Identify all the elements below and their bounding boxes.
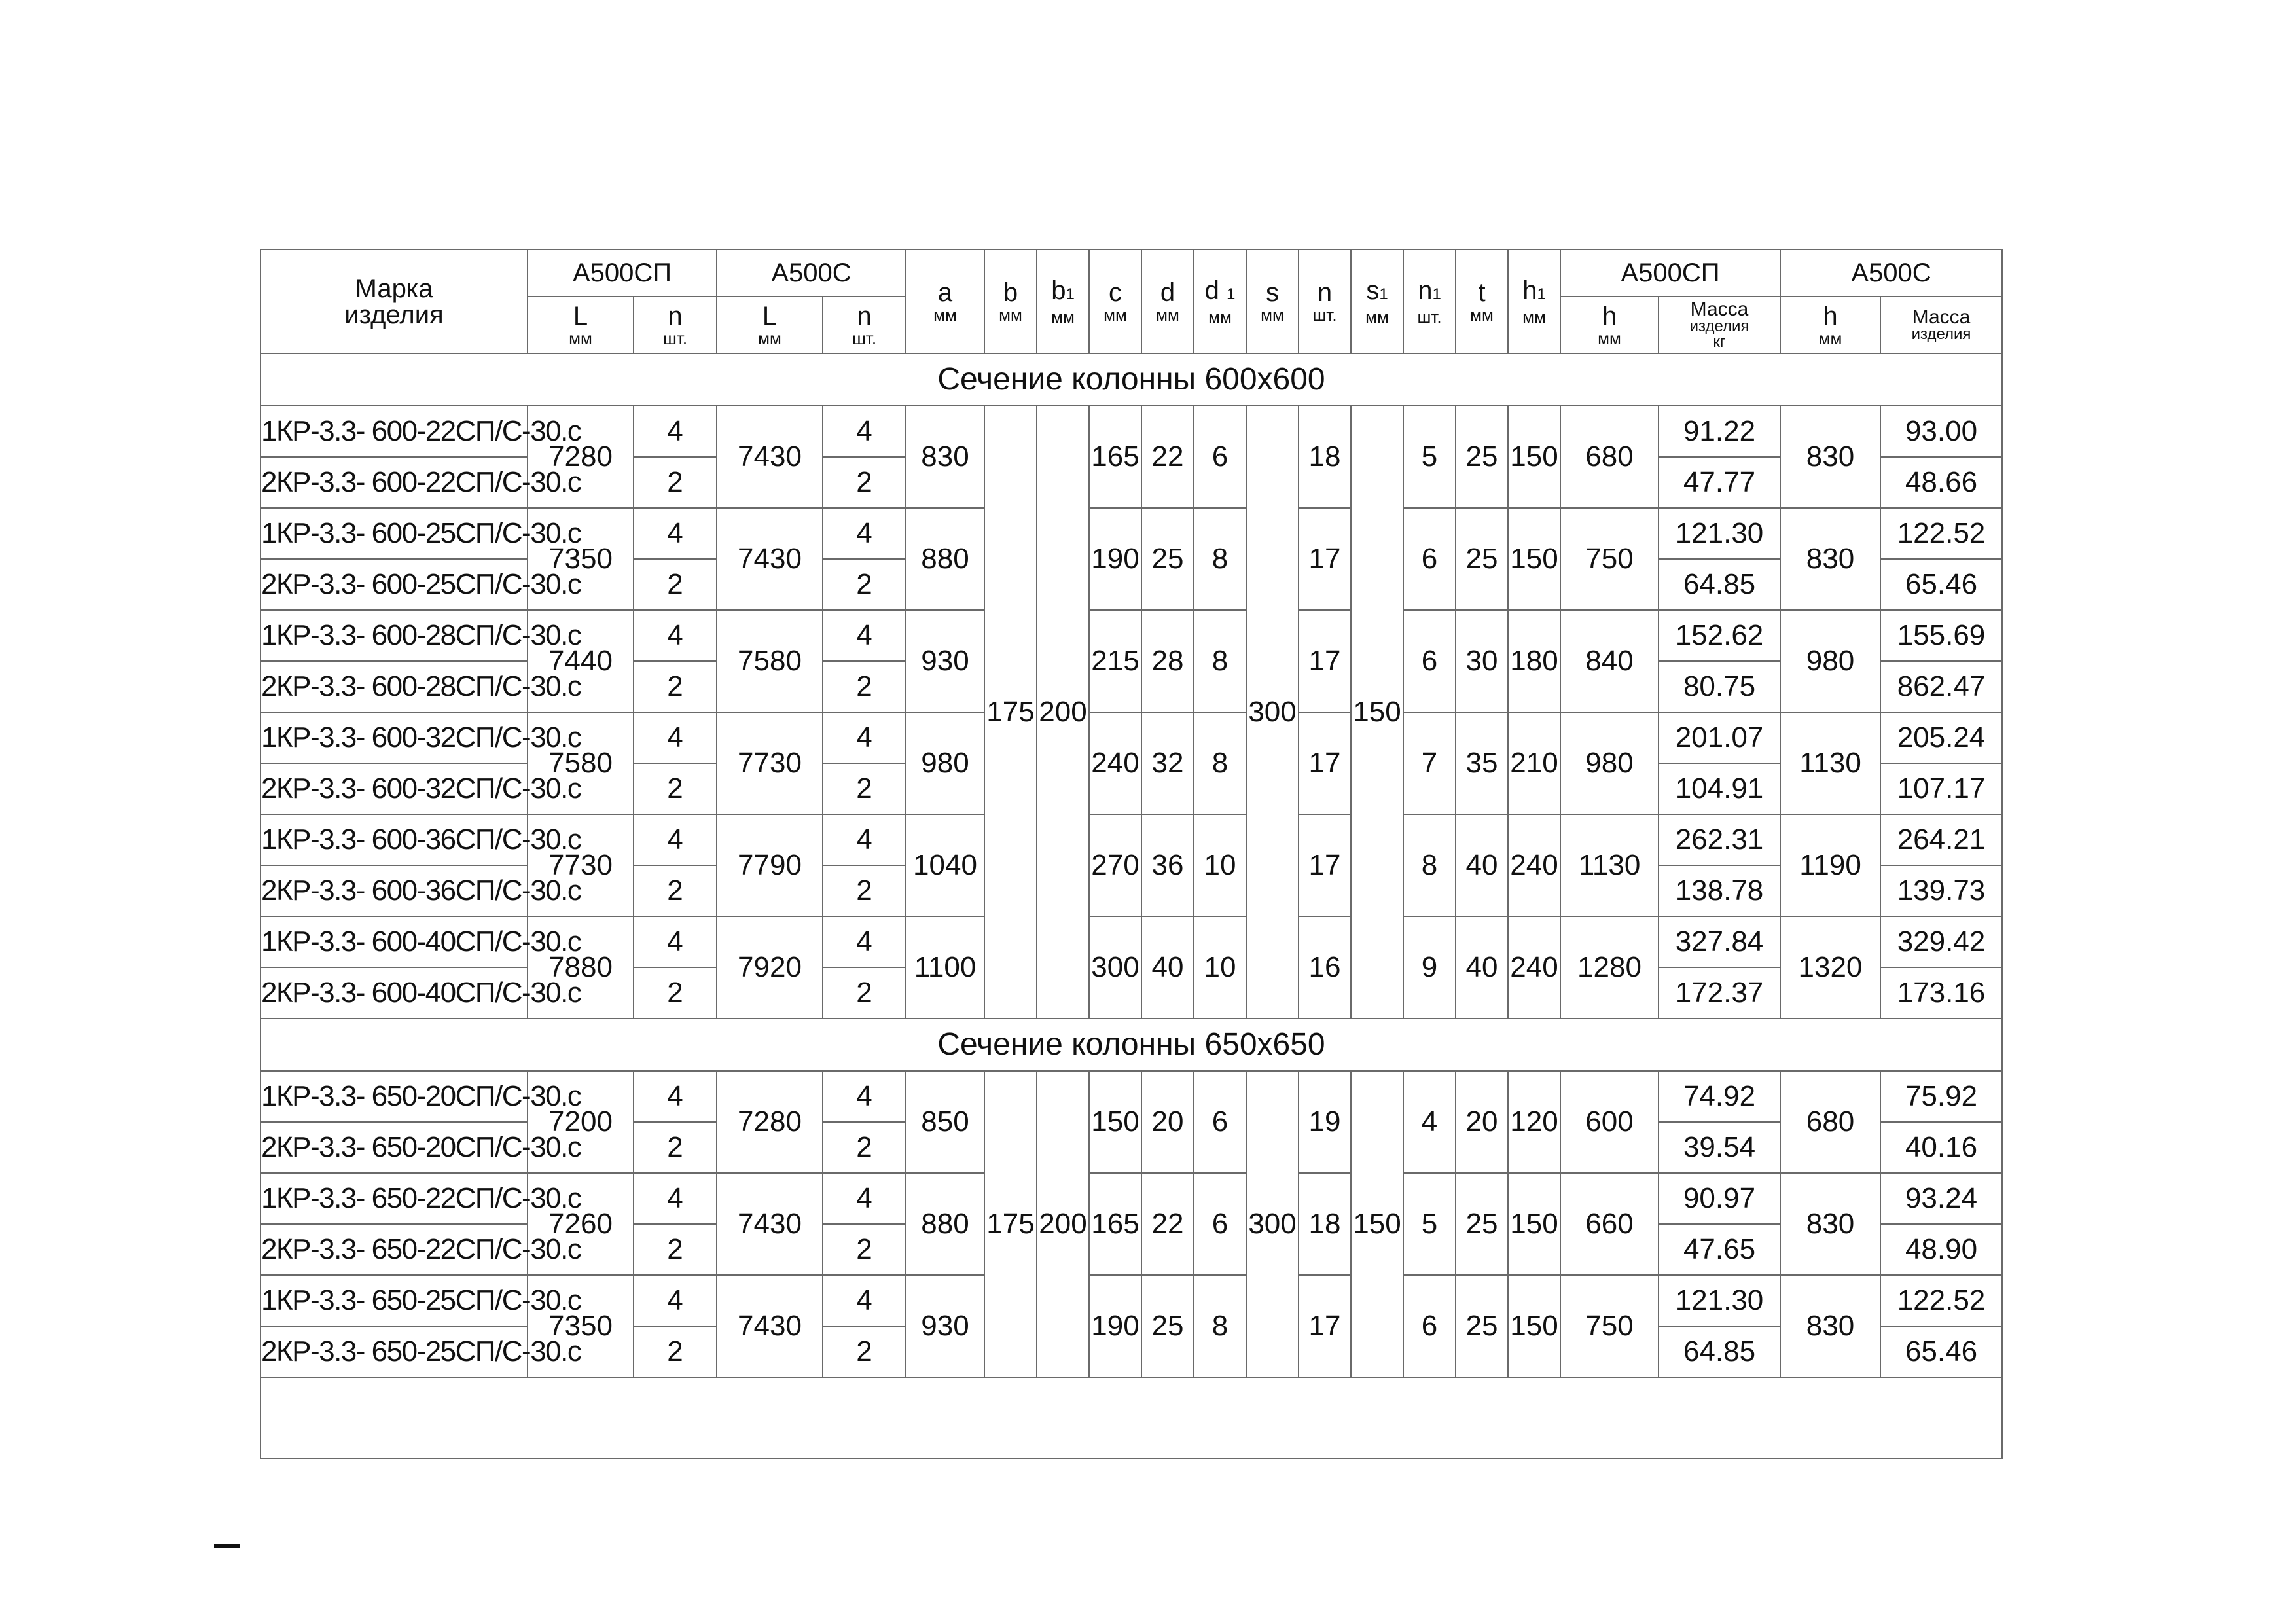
cell-a: 830 (906, 406, 984, 508)
cell-n-sp: 2 (634, 967, 717, 1019)
cell-n1: 6 (1403, 508, 1456, 610)
cell-mass-sp: 64.85 (1659, 559, 1780, 610)
cell-product-mark: 2КР-3.3- 600-25СП/С-30.с (260, 559, 528, 610)
cell-n-sp: 2 (634, 1326, 717, 1377)
cell-h1: 180 (1508, 610, 1560, 712)
section-title: Сечение колонны 600x600 (260, 353, 2002, 406)
cell-product-mark: 1КР-3.3- 600-36СП/С-30.с (260, 814, 528, 865)
header-group-a500sp-2: А500СП (1560, 249, 1780, 297)
empty-footer-row (260, 1377, 2002, 1458)
cell-mass-sp: 64.85 (1659, 1326, 1780, 1377)
cell-L-sp: 7880 (528, 916, 634, 1019)
cell-c: 215 (1089, 610, 1141, 712)
cell-n-s: 4 (823, 916, 906, 967)
cell-c: 240 (1089, 712, 1141, 814)
cell-mass-s: 155.69 (1880, 610, 2002, 661)
product-spec-table (260, 249, 2003, 1459)
cell-product-mark: 2КР-3.3- 600-28СП/С-30.с (260, 661, 528, 712)
cell-product-mark: 1КР-3.3- 600-28СП/С-30.с (260, 610, 528, 661)
header-row-1 (260, 249, 2002, 297)
cell-d1: 8 (1194, 610, 1246, 712)
table-row (260, 406, 2002, 457)
cell-mass-sp: 327.84 (1659, 916, 1780, 967)
cell-a: 930 (906, 610, 984, 712)
cell-L-s: 7430 (717, 508, 823, 610)
cell-mass-s: 65.46 (1880, 1326, 2002, 1377)
cell-mass-s: 75.92 (1880, 1071, 2002, 1122)
cell-L-sp: 7200 (528, 1071, 634, 1173)
cell-n-sp: 4 (634, 814, 717, 865)
cell-n-sp: 2 (634, 457, 717, 508)
table-row (260, 1071, 2002, 1122)
cell-b: 175 (984, 406, 1037, 1019)
cell-t: 25 (1456, 508, 1508, 610)
cell-L-s: 7430 (717, 406, 823, 508)
cell-n: 19 (1299, 1071, 1351, 1173)
cell-L-sp: 7730 (528, 814, 634, 916)
header-h-s: h мм (1780, 297, 1880, 353)
cell-n: 17 (1299, 814, 1351, 916)
cell-n-s: 4 (823, 508, 906, 559)
cell-h-s: 830 (1780, 508, 1880, 610)
header-b1: b1 мм (1037, 249, 1089, 353)
cell-n-sp: 2 (634, 661, 717, 712)
cell-n-sp: 4 (634, 1275, 717, 1326)
cell-s1: 150 (1351, 1071, 1403, 1377)
cell-n-s: 2 (823, 661, 906, 712)
page-edge-mark (214, 1544, 240, 1548)
cell-product-mark: 1КР-3.3- 600-25СП/С-30.с (260, 508, 528, 559)
cell-h1: 150 (1508, 508, 1560, 610)
cell-mass-s: 122.52 (1880, 508, 2002, 559)
cell-h-s: 830 (1780, 1173, 1880, 1275)
cell-n-sp: 4 (634, 1071, 717, 1122)
table-row (260, 610, 2002, 661)
cell-n-s: 2 (823, 865, 906, 916)
table-row (260, 1275, 2002, 1326)
cell-a: 1040 (906, 814, 984, 916)
cell-h-sp: 840 (1560, 610, 1659, 712)
cell-b1: 200 (1037, 1071, 1089, 1377)
cell-h1: 240 (1508, 916, 1560, 1019)
header-s1: s1 мм (1351, 249, 1403, 353)
cell-b: 175 (984, 1071, 1037, 1377)
cell-d: 25 (1141, 508, 1194, 610)
header-t: t мм (1456, 249, 1508, 353)
header-group-a500s: А500С (717, 249, 906, 297)
cell-L-sp: 7260 (528, 1173, 634, 1275)
cell-n-sp: 4 (634, 712, 717, 763)
table-row (260, 508, 2002, 559)
cell-product-mark: 2КР-3.3- 650-25СП/С-30.с (260, 1326, 528, 1377)
cell-n-sp: 4 (634, 610, 717, 661)
cell-d: 32 (1141, 712, 1194, 814)
cell-mass-sp: 172.37 (1659, 967, 1780, 1019)
cell-h1: 150 (1508, 406, 1560, 508)
cell-h-sp: 660 (1560, 1173, 1659, 1275)
cell-t: 40 (1456, 916, 1508, 1019)
header-group-a500s-2: А500С (1780, 249, 2002, 297)
cell-d: 22 (1141, 406, 1194, 508)
cell-h-sp: 750 (1560, 508, 1659, 610)
cell-n-s: 2 (823, 1122, 906, 1173)
cell-mass-s: 93.00 (1880, 406, 2002, 457)
cell-s1: 150 (1351, 406, 1403, 1019)
cell-n1: 6 (1403, 610, 1456, 712)
cell-t: 25 (1456, 406, 1508, 508)
cell-n-s: 4 (823, 814, 906, 865)
cell-t: 25 (1456, 1173, 1508, 1275)
cell-n-sp: 2 (634, 1122, 717, 1173)
cell-L-s: 7430 (717, 1173, 823, 1275)
cell-n-s: 4 (823, 1275, 906, 1326)
header-product-mark-line2: изделия (344, 300, 444, 329)
cell-h1: 120 (1508, 1071, 1560, 1173)
cell-mass-sp: 47.65 (1659, 1224, 1780, 1275)
cell-n: 16 (1299, 916, 1351, 1019)
cell-mass-s: 139.73 (1880, 865, 2002, 916)
header-n-sp: n шт. (634, 297, 717, 353)
header-s: s мм (1246, 249, 1299, 353)
cell-mass-s: 65.46 (1880, 559, 2002, 610)
section-title: Сечение колонны 650x650 (260, 1019, 2002, 1071)
cell-n: 18 (1299, 406, 1351, 508)
cell-h-s: 830 (1780, 406, 1880, 508)
cell-n-s: 2 (823, 1224, 906, 1275)
header-group-a500sp: А500СП (528, 249, 717, 297)
cell-product-mark: 2КР-3.3- 600-22СП/С-30.с (260, 457, 528, 508)
cell-d1: 8 (1194, 508, 1246, 610)
cell-L-sp: 7580 (528, 712, 634, 814)
cell-L-s: 7580 (717, 610, 823, 712)
cell-product-mark: 1КР-3.3- 650-25СП/С-30.с (260, 1275, 528, 1326)
header-c: c мм (1089, 249, 1141, 353)
cell-h-sp: 980 (1560, 712, 1659, 814)
cell-product-mark: 1КР-3.3- 600-22СП/С-30.с (260, 406, 528, 457)
cell-n-s: 2 (823, 967, 906, 1019)
cell-d1: 10 (1194, 814, 1246, 916)
cell-mass-sp: 90.97 (1659, 1173, 1780, 1224)
cell-mass-sp: 138.78 (1659, 865, 1780, 916)
cell-a: 980 (906, 712, 984, 814)
cell-c: 270 (1089, 814, 1141, 916)
cell-product-mark: 1КР-3.3- 600-32СП/С-30.с (260, 712, 528, 763)
cell-n1: 7 (1403, 712, 1456, 814)
cell-n: 17 (1299, 712, 1351, 814)
cell-d: 22 (1141, 1173, 1194, 1275)
cell-h-s: 1130 (1780, 712, 1880, 814)
cell-mass-sp: 39.54 (1659, 1122, 1780, 1173)
cell-h-sp: 1280 (1560, 916, 1659, 1019)
cell-mass-s: 264.21 (1880, 814, 2002, 865)
cell-n-sp: 4 (634, 508, 717, 559)
cell-mass-sp: 262.31 (1659, 814, 1780, 865)
cell-t: 20 (1456, 1071, 1508, 1173)
product-spec-table-wrap (260, 249, 1998, 1459)
cell-n-sp: 4 (634, 406, 717, 457)
cell-d1: 8 (1194, 1275, 1246, 1377)
cell-c: 190 (1089, 1275, 1141, 1377)
cell-mass-s: 205.24 (1880, 712, 2002, 763)
cell-product-mark: 2КР-3.3- 600-36СП/С-30.с (260, 865, 528, 916)
cell-L-sp: 7440 (528, 610, 634, 712)
cell-mass-sp: 121.30 (1659, 508, 1780, 559)
cell-n-s: 2 (823, 763, 906, 814)
cell-mass-s: 122.52 (1880, 1275, 2002, 1326)
cell-t: 35 (1456, 712, 1508, 814)
cell-mass-sp: 201.07 (1659, 712, 1780, 763)
cell-n-s: 2 (823, 1326, 906, 1377)
header-L-sp: L мм (528, 297, 634, 353)
cell-mass-sp: 91.22 (1659, 406, 1780, 457)
cell-L-s: 7790 (717, 814, 823, 916)
cell-a: 1100 (906, 916, 984, 1019)
cell-t: 25 (1456, 1275, 1508, 1377)
cell-L-s: 7430 (717, 1275, 823, 1377)
cell-product-mark: 2КР-3.3- 650-22СП/С-30.с (260, 1224, 528, 1275)
cell-c: 165 (1089, 406, 1141, 508)
header-mass-sp: Масса изделия кг (1659, 297, 1780, 353)
header-n-s: n шт. (823, 297, 906, 353)
cell-product-mark: 2КР-3.3- 650-20СП/С-30.с (260, 1122, 528, 1173)
cell-n1: 9 (1403, 916, 1456, 1019)
header-d1: d 1 мм (1194, 249, 1246, 353)
cell-d: 28 (1141, 610, 1194, 712)
cell-c: 190 (1089, 508, 1141, 610)
cell-t: 40 (1456, 814, 1508, 916)
cell-n-s: 4 (823, 610, 906, 661)
cell-product-mark: 2КР-3.3- 600-40СП/С-30.с (260, 967, 528, 1019)
cell-h-s: 830 (1780, 1275, 1880, 1377)
cell-d1: 6 (1194, 1071, 1246, 1173)
cell-n: 18 (1299, 1173, 1351, 1275)
header-product-mark (260, 249, 528, 353)
cell-h1: 150 (1508, 1173, 1560, 1275)
table-row (260, 712, 2002, 763)
cell-mass-sp: 104.91 (1659, 763, 1780, 814)
cell-h1: 150 (1508, 1275, 1560, 1377)
cell-n-s: 2 (823, 457, 906, 508)
cell-c: 150 (1089, 1071, 1141, 1173)
cell-L-sp: 7280 (528, 406, 634, 508)
header-b: b мм (984, 249, 1037, 353)
cell-a: 930 (906, 1275, 984, 1377)
cell-h-s: 1320 (1780, 916, 1880, 1019)
cell-h-sp: 680 (1560, 406, 1659, 508)
cell-t: 30 (1456, 610, 1508, 712)
cell-d: 40 (1141, 916, 1194, 1019)
cell-c: 165 (1089, 1173, 1141, 1275)
cell-b1: 200 (1037, 406, 1089, 1019)
cell-c: 300 (1089, 916, 1141, 1019)
cell-mass-sp: 80.75 (1659, 661, 1780, 712)
cell-h-sp: 750 (1560, 1275, 1659, 1377)
cell-h1: 240 (1508, 814, 1560, 916)
cell-h-s: 980 (1780, 610, 1880, 712)
table-row (260, 1173, 2002, 1224)
cell-n-sp: 2 (634, 1224, 717, 1275)
cell-n: 17 (1299, 610, 1351, 712)
cell-product-mark: 2КР-3.3- 600-32СП/С-30.с (260, 763, 528, 814)
cell-L-s: 7280 (717, 1071, 823, 1173)
header-product-mark-line1: Марка (355, 274, 433, 303)
header-n: n шт. (1299, 249, 1351, 353)
cell-mass-sp: 152.62 (1659, 610, 1780, 661)
cell-n1: 8 (1403, 814, 1456, 916)
cell-s: 300 (1246, 406, 1299, 1019)
header-n1: n1 шт. (1403, 249, 1456, 353)
cell-n-sp: 2 (634, 763, 717, 814)
cell-product-mark: 1КР-3.3- 600-40СП/С-30.с (260, 916, 528, 967)
cell-n1: 5 (1403, 1173, 1456, 1275)
cell-n1: 6 (1403, 1275, 1456, 1377)
cell-mass-s: 173.16 (1880, 967, 2002, 1019)
cell-h-s: 1190 (1780, 814, 1880, 916)
cell-mass-s: 48.90 (1880, 1224, 2002, 1275)
cell-a: 880 (906, 1173, 984, 1275)
cell-d1: 6 (1194, 1173, 1246, 1275)
cell-mass-s: 107.17 (1880, 763, 2002, 814)
cell-L-sp: 7350 (528, 508, 634, 610)
section-title-row (260, 353, 2002, 406)
cell-h-sp: 1130 (1560, 814, 1659, 916)
header-a: a мм (906, 249, 984, 353)
cell-mass-s: 40.16 (1880, 1122, 2002, 1173)
cell-product-mark: 1КР-3.3- 650-20СП/С-30.с (260, 1071, 528, 1122)
cell-n-sp: 4 (634, 1173, 717, 1224)
cell-a: 880 (906, 508, 984, 610)
cell-n1: 5 (1403, 406, 1456, 508)
empty-footer-cell (260, 1377, 2002, 1458)
cell-h-sp: 600 (1560, 1071, 1659, 1173)
cell-n-sp: 2 (634, 865, 717, 916)
cell-mass-s: 93.24 (1880, 1173, 2002, 1224)
cell-mass-s: 862.47 (1880, 661, 2002, 712)
cell-mass-sp: 47.77 (1659, 457, 1780, 508)
cell-n-s: 4 (823, 406, 906, 457)
cell-mass-sp: 74.92 (1659, 1071, 1780, 1122)
cell-L-s: 7920 (717, 916, 823, 1019)
table-row (260, 814, 2002, 865)
cell-d1: 10 (1194, 916, 1246, 1019)
cell-L-s: 7730 (717, 712, 823, 814)
cell-n-sp: 4 (634, 916, 717, 967)
cell-n-s: 4 (823, 1071, 906, 1122)
cell-n-s: 4 (823, 1173, 906, 1224)
cell-d1: 6 (1194, 406, 1246, 508)
header-h-sp: h мм (1560, 297, 1659, 353)
header-L-s: L мм (717, 297, 823, 353)
header-mass-s: Масса изделия (1880, 297, 2002, 353)
cell-n: 17 (1299, 1275, 1351, 1377)
cell-h-s: 680 (1780, 1071, 1880, 1173)
cell-n: 17 (1299, 508, 1351, 610)
cell-L-sp: 7350 (528, 1275, 634, 1377)
cell-n-s: 2 (823, 559, 906, 610)
cell-h1: 210 (1508, 712, 1560, 814)
cell-product-mark: 1КР-3.3- 650-22СП/С-30.с (260, 1173, 528, 1224)
cell-mass-s: 48.66 (1880, 457, 2002, 508)
cell-mass-sp: 121.30 (1659, 1275, 1780, 1326)
cell-d: 20 (1141, 1071, 1194, 1173)
cell-s: 300 (1246, 1071, 1299, 1377)
cell-n1: 4 (1403, 1071, 1456, 1173)
cell-a: 850 (906, 1071, 984, 1173)
cell-d1: 8 (1194, 712, 1246, 814)
cell-d: 25 (1141, 1275, 1194, 1377)
table-row (260, 916, 2002, 967)
cell-n-s: 4 (823, 712, 906, 763)
header-h1: h1 мм (1508, 249, 1560, 353)
cell-n-sp: 2 (634, 559, 717, 610)
cell-d: 36 (1141, 814, 1194, 916)
header-d: d мм (1141, 249, 1194, 353)
section-title-row (260, 1019, 2002, 1071)
cell-mass-s: 329.42 (1880, 916, 2002, 967)
